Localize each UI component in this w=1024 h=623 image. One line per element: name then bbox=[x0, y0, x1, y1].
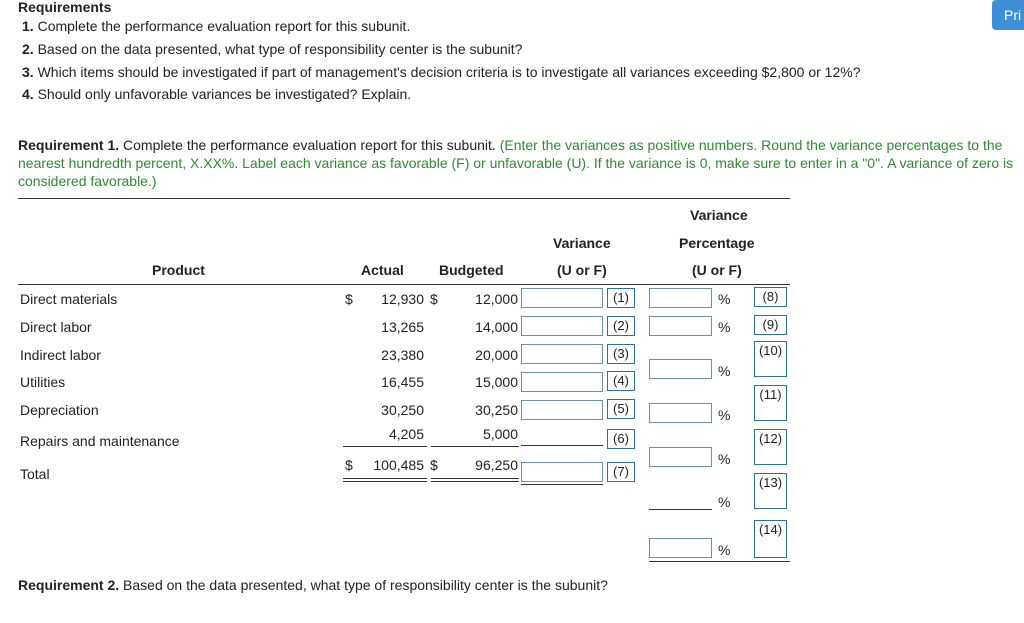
dollar-sign: $ bbox=[345, 291, 353, 307]
variance-uf-select[interactable]: (2) bbox=[607, 316, 635, 336]
percent-sign: % bbox=[718, 363, 731, 379]
header-variance-pct-2: Percentage bbox=[679, 235, 755, 251]
actual-value: 4,205 bbox=[388, 426, 424, 442]
variance-pct-uf-select[interactable]: (12) bbox=[754, 429, 787, 465]
actual-value: 12,930 bbox=[381, 291, 424, 307]
dollar-sign: $ bbox=[430, 457, 438, 473]
variance-pct-input[interactable] bbox=[649, 288, 712, 308]
table-top-rule bbox=[18, 198, 790, 199]
header-variance-pct-uf: (U or F) bbox=[692, 262, 742, 278]
variance-pct-input[interactable] bbox=[649, 490, 712, 510]
row-label: Repairs and maintenance bbox=[20, 433, 180, 449]
actual-total-rule-2 bbox=[343, 481, 427, 482]
variance-pct-input[interactable] bbox=[649, 403, 712, 423]
variance-input[interactable] bbox=[521, 344, 603, 364]
budgeted-value: 12,000 bbox=[475, 291, 518, 307]
variance-total-rule bbox=[521, 484, 603, 485]
variance-total-input[interactable] bbox=[521, 462, 603, 482]
header-product: Product bbox=[152, 262, 205, 278]
requirement2-label: Requirement 2. bbox=[18, 577, 120, 593]
budgeted-total-rule-2 bbox=[431, 481, 519, 482]
percent-sign: % bbox=[718, 407, 731, 423]
variance-pct-uf-select[interactable]: (9) bbox=[754, 315, 787, 335]
requirement-item: 4. Should only unfavorable variances be investigated? Explain. bbox=[22, 86, 412, 102]
row-label: Direct labor bbox=[20, 319, 92, 335]
budgeted-value: 14,000 bbox=[475, 319, 518, 335]
variance-input[interactable] bbox=[521, 426, 603, 446]
variance-input[interactable] bbox=[521, 372, 603, 392]
percent-sign: % bbox=[718, 451, 731, 467]
requirement1-label: Requirement 1. bbox=[18, 137, 120, 153]
budgeted-value: 5,000 bbox=[482, 426, 518, 442]
variance-uf-select[interactable]: (6) bbox=[607, 429, 635, 449]
variance-input[interactable] bbox=[521, 400, 603, 420]
variance-uf-select[interactable]: (1) bbox=[607, 288, 635, 308]
dollar-sign: $ bbox=[430, 291, 438, 307]
header-variance-pct-1: Variance bbox=[690, 207, 748, 223]
requirements-title: Requirements bbox=[18, 0, 112, 15]
print-button[interactable]: Pri bbox=[992, 0, 1024, 30]
header-actual: Actual bbox=[361, 262, 404, 278]
requirement-item: 3. Which items should be investigated if part of management's decision criteria is to investigate all variances exceeding $2,800 or 12%? bbox=[22, 64, 861, 80]
actual-total: 100,485 bbox=[373, 457, 424, 473]
actual-subtotal-rule bbox=[343, 446, 427, 447]
budgeted-total: 96,250 bbox=[475, 457, 518, 473]
variance-pct-input[interactable] bbox=[649, 447, 712, 467]
variance-input[interactable] bbox=[521, 288, 603, 308]
row-label: Utilities bbox=[20, 374, 66, 390]
budgeted-subtotal-rule bbox=[431, 446, 519, 447]
variance-pct-uf-select[interactable]: (14) bbox=[754, 520, 787, 558]
actual-value: 23,380 bbox=[381, 347, 424, 363]
requirement-item: 1. Complete the performance evaluation report for this subunit. bbox=[22, 18, 411, 34]
header-variance: Variance bbox=[553, 235, 611, 251]
table-header-rule bbox=[18, 284, 790, 285]
row-label: Indirect labor bbox=[20, 347, 101, 363]
variance-uf-select[interactable]: (4) bbox=[607, 371, 635, 391]
percent-sign: % bbox=[718, 319, 731, 335]
requirement2-prompt: Requirement 2. Based on the data presented, what type of responsibility center is the subunit? bbox=[18, 577, 608, 593]
variance-pct-input[interactable] bbox=[649, 359, 712, 379]
actual-value: 13,265 bbox=[381, 319, 424, 335]
budgeted-value: 15,000 bbox=[475, 374, 518, 390]
row-label: Total bbox=[20, 466, 50, 482]
variance-uf-select[interactable]: (7) bbox=[607, 462, 635, 482]
budgeted-value: 30,250 bbox=[475, 402, 518, 418]
variance-pct-uf-select[interactable]: (11) bbox=[754, 385, 787, 421]
actual-total-rule-1 bbox=[343, 478, 427, 479]
variance-pct-uf-select[interactable]: (8) bbox=[754, 287, 787, 307]
variance-pct-total-input[interactable] bbox=[649, 538, 712, 558]
header-budgeted: Budgeted bbox=[439, 262, 504, 278]
variance-uf-select[interactable]: (3) bbox=[607, 344, 635, 364]
actual-value: 16,455 bbox=[381, 374, 424, 390]
variance-uf-select[interactable]: (5) bbox=[607, 399, 635, 419]
row-label: Depreciation bbox=[20, 402, 99, 418]
variance-input[interactable] bbox=[521, 316, 603, 336]
actual-value: 30,250 bbox=[381, 402, 424, 418]
percent-sign: % bbox=[718, 494, 731, 510]
variance-pct-uf-select[interactable]: (13) bbox=[754, 473, 787, 509]
dollar-sign: $ bbox=[345, 457, 353, 473]
budgeted-value: 20,000 bbox=[475, 347, 518, 363]
requirement1-instructions: Requirement 1. Complete the performance evaluation report for this subunit. (Enter the variances as positive numbers. Round the variance percentages to the nearest hundredth percent, X.XX%. Label each variance as favorable (F) or unfavorable (U). If the variance is 0, make sure to enter in a "0". A variance of zero is considered favorable.) bbox=[18, 137, 1014, 189]
budgeted-total-rule-1 bbox=[431, 478, 519, 479]
row-label: Direct materials bbox=[20, 291, 118, 307]
requirement-item: 2. Based on the data presented, what type of responsibility center is the subunit? bbox=[22, 41, 523, 57]
header-variance-uf: (U or F) bbox=[557, 262, 607, 278]
percent-sign: % bbox=[718, 542, 731, 558]
percent-sign: % bbox=[718, 291, 731, 307]
pct-bottom-rule bbox=[649, 561, 790, 562]
variance-pct-input[interactable] bbox=[649, 316, 712, 336]
variance-pct-uf-select[interactable]: (10) bbox=[754, 341, 787, 377]
